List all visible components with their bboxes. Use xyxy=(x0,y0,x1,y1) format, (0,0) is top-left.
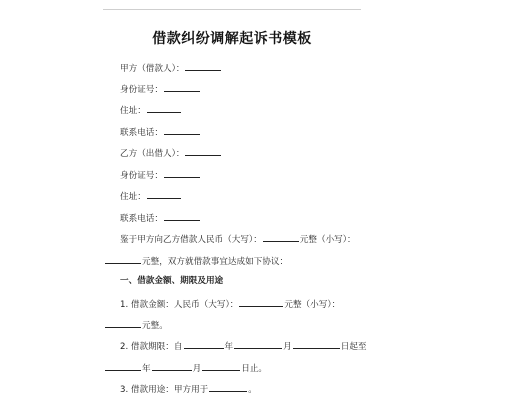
amount-end-text: 元整。 xyxy=(142,321,168,331)
lender-id-line xyxy=(120,82,201,96)
intro-text-1: 鉴于甲方向乙方借款人民币（大写）： xyxy=(120,235,262,245)
document-title: 借款纠纷调解起诉书模板 xyxy=(152,31,312,47)
term-end-month-unit: 月 xyxy=(192,364,202,374)
term-start-year-blank xyxy=(184,339,224,349)
purpose-label: 3. 借款用途：甲方用于 xyxy=(120,385,209,395)
term-end-year-unit: 年 xyxy=(142,364,151,374)
term-end-text: 日止。 xyxy=(241,364,268,374)
borrower-id-label: 身份证号： xyxy=(120,171,163,181)
term-end-month-blank xyxy=(152,361,192,371)
amount-capital-blank xyxy=(239,297,283,307)
borrower-phone-label: 联系电话： xyxy=(120,214,163,224)
lender-id-label: 身份证号： xyxy=(120,85,163,95)
term-start-day-blank xyxy=(293,339,340,349)
term-line-2 xyxy=(104,361,267,375)
lender-address-blank xyxy=(147,103,181,113)
lender-address-line xyxy=(120,103,182,117)
term-line xyxy=(120,339,367,353)
intro-amount-capital-blank xyxy=(263,232,299,242)
amount-small-label: 元整（小写）： xyxy=(284,300,341,310)
borrower-name-label: 乙方（出借人）： xyxy=(120,149,185,159)
lender-id-blank xyxy=(164,82,200,92)
borrower-phone-blank xyxy=(164,211,200,221)
term-label: 2. 借款期限：自 xyxy=(120,342,183,352)
lender-name-line xyxy=(120,61,222,75)
borrower-address-line xyxy=(120,189,182,203)
header-divider xyxy=(103,9,361,10)
lender-name-blank xyxy=(185,61,221,71)
term-start-end-text: 日起至 xyxy=(340,342,367,352)
amount-small-blank xyxy=(105,318,141,328)
lender-phone-blank xyxy=(164,125,200,135)
purpose-line xyxy=(120,382,257,396)
intro-line-2 xyxy=(104,254,288,268)
lender-name-label: 甲方（借款人）： xyxy=(120,64,185,74)
borrower-phone-line xyxy=(120,211,201,225)
amount-line-2 xyxy=(104,318,168,332)
term-start-month-unit: 月 xyxy=(283,342,292,352)
borrower-address-blank xyxy=(147,189,181,199)
borrower-id-blank xyxy=(164,168,200,178)
intro-text-3: 元整，双方就借款事宜达成如下协议： xyxy=(142,257,289,267)
term-end-year-blank xyxy=(105,361,141,371)
lender-phone-line xyxy=(120,125,201,139)
lender-address-label: 住址： xyxy=(120,106,146,116)
borrower-name-blank xyxy=(185,146,221,156)
borrower-address-label: 住址： xyxy=(120,192,146,202)
lender-phone-label: 联系电话： xyxy=(120,128,163,138)
term-end-day-blank xyxy=(202,361,240,371)
section-1-heading: 一、借款金额、期限及用途 xyxy=(120,276,224,286)
term-start-year-unit: 年 xyxy=(224,342,234,352)
term-start-month-blank xyxy=(234,339,282,349)
borrower-id-line xyxy=(120,168,201,182)
intro-text-2: 元整（小写）： xyxy=(299,235,356,245)
intro-amount-small-blank xyxy=(105,254,141,264)
borrower-name-line xyxy=(120,146,222,160)
purpose-end-text: 。 xyxy=(248,385,257,395)
purpose-blank xyxy=(209,382,247,392)
amount-label: 1. 借款金额：人民币（大写）： xyxy=(120,300,239,310)
amount-line xyxy=(120,297,340,311)
intro-line-1 xyxy=(120,232,356,246)
